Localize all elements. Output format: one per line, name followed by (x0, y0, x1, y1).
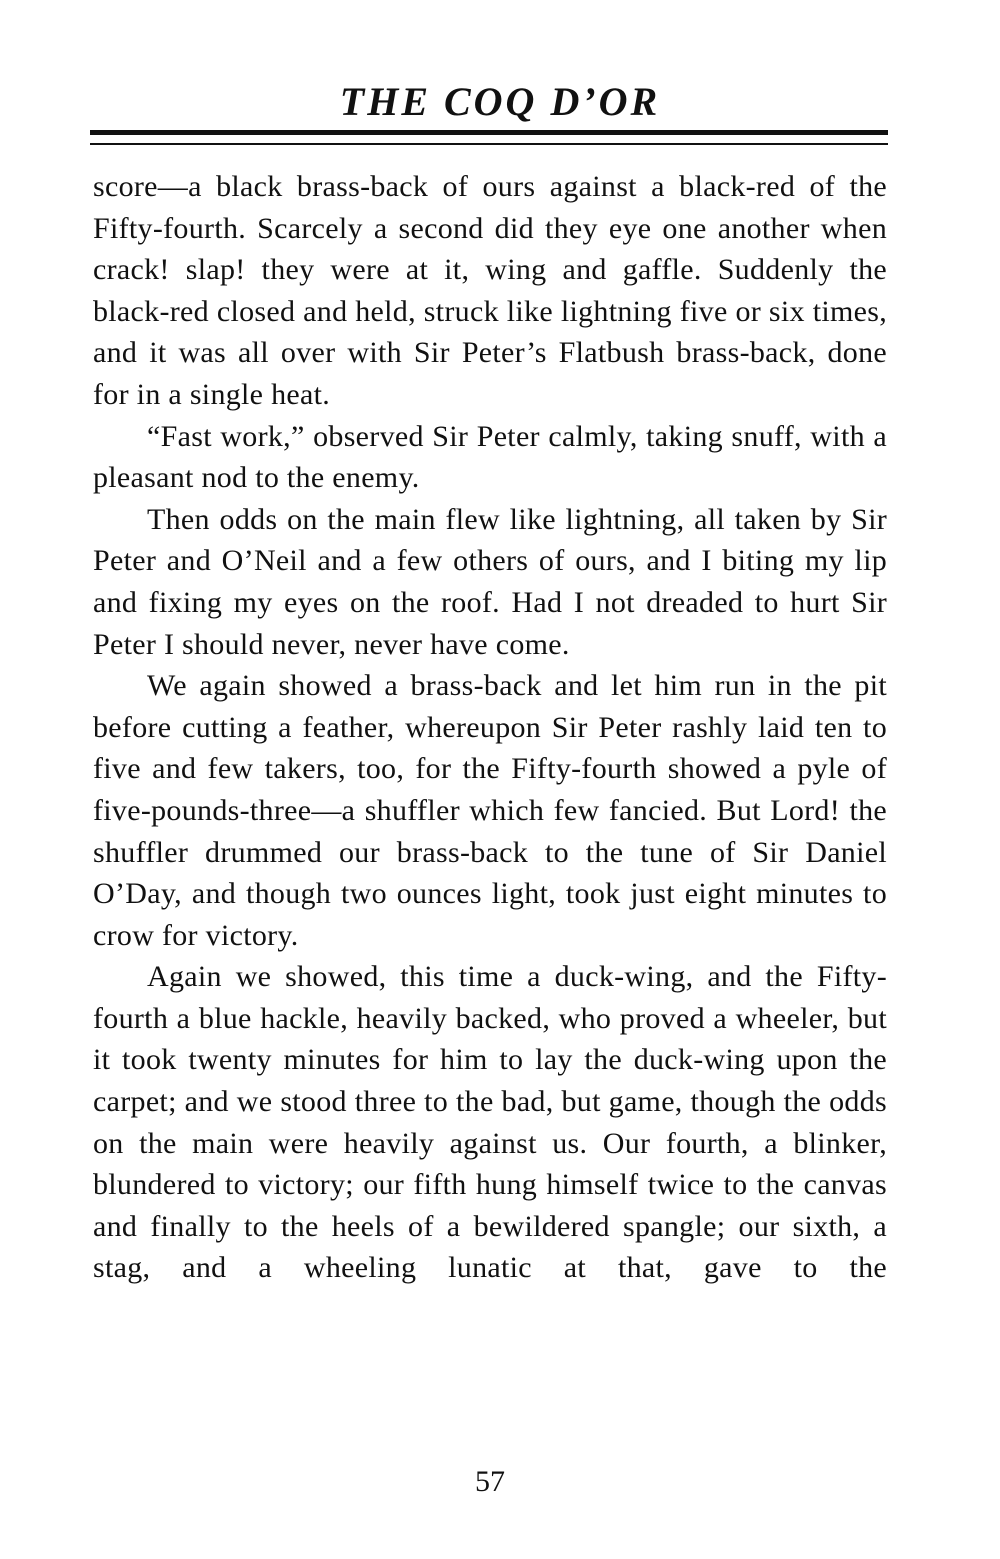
page-title: THE COQ D’OR (339, 79, 661, 124)
paragraph-1: score—a black brass-back of ours against a black-red of the Fifty-fourth. Scarcely a second did they eye one another when crack! slap! they were at it, wing and gaffle. Suddenly the black-red closed and held, struck like lightning five or six times, and it was all over with Sir Peter’s Flatbush brass-back, done for in a single heat. (93, 170, 887, 411)
paragraph-5: Again we showed, this time a duck-wing, and the Fifty-fourth a blue hackle, heavily backed, who proved a wheeler, but it took twenty minutes for him to lay the duck-wing upon the carpet; and we stood three to the bad, but game, though the odds on the main were heavily against us. Our fourth, a blinker, blundered to victory; our fifth hung himself twice to the canvas and finally to the heels of a bewildered spangle; our sixth, a stag, and a wheeling lunatic at that, gave to the (93, 960, 887, 1285)
header-rule-thin (90, 143, 888, 145)
paragraph-3: Then odds on the main flew like lightning, all taken by Sir Peter and O’Neil and a few others of ours, and I biting my lip and fixing my eyes on the roof. Had I not dreaded to hurt Sir Peter I should never, never have come. (93, 502, 887, 661)
paragraph-2: “Fast work,” observed Sir Peter calmly, taking snuff, with a pleasant nod to the enemy. (93, 419, 887, 495)
header-rule-thick (90, 130, 888, 135)
paragraph-4: We again showed a brass-back and let him run in the pit before cutting a feather, whereupon Sir Peter rashly laid ten to five and few takers, too, for the Fifty-fourth showed a pyle of five-pounds-three—a shuffler which few fancied. But Lord! the shuffler drummed our brass-back to the tune of Sir Daniel O’Day, and though two ounces light, took just eight minutes to crow for victory. (93, 669, 887, 952)
body-text (93, 166, 887, 1289)
page-number: 57 (475, 1465, 505, 1498)
